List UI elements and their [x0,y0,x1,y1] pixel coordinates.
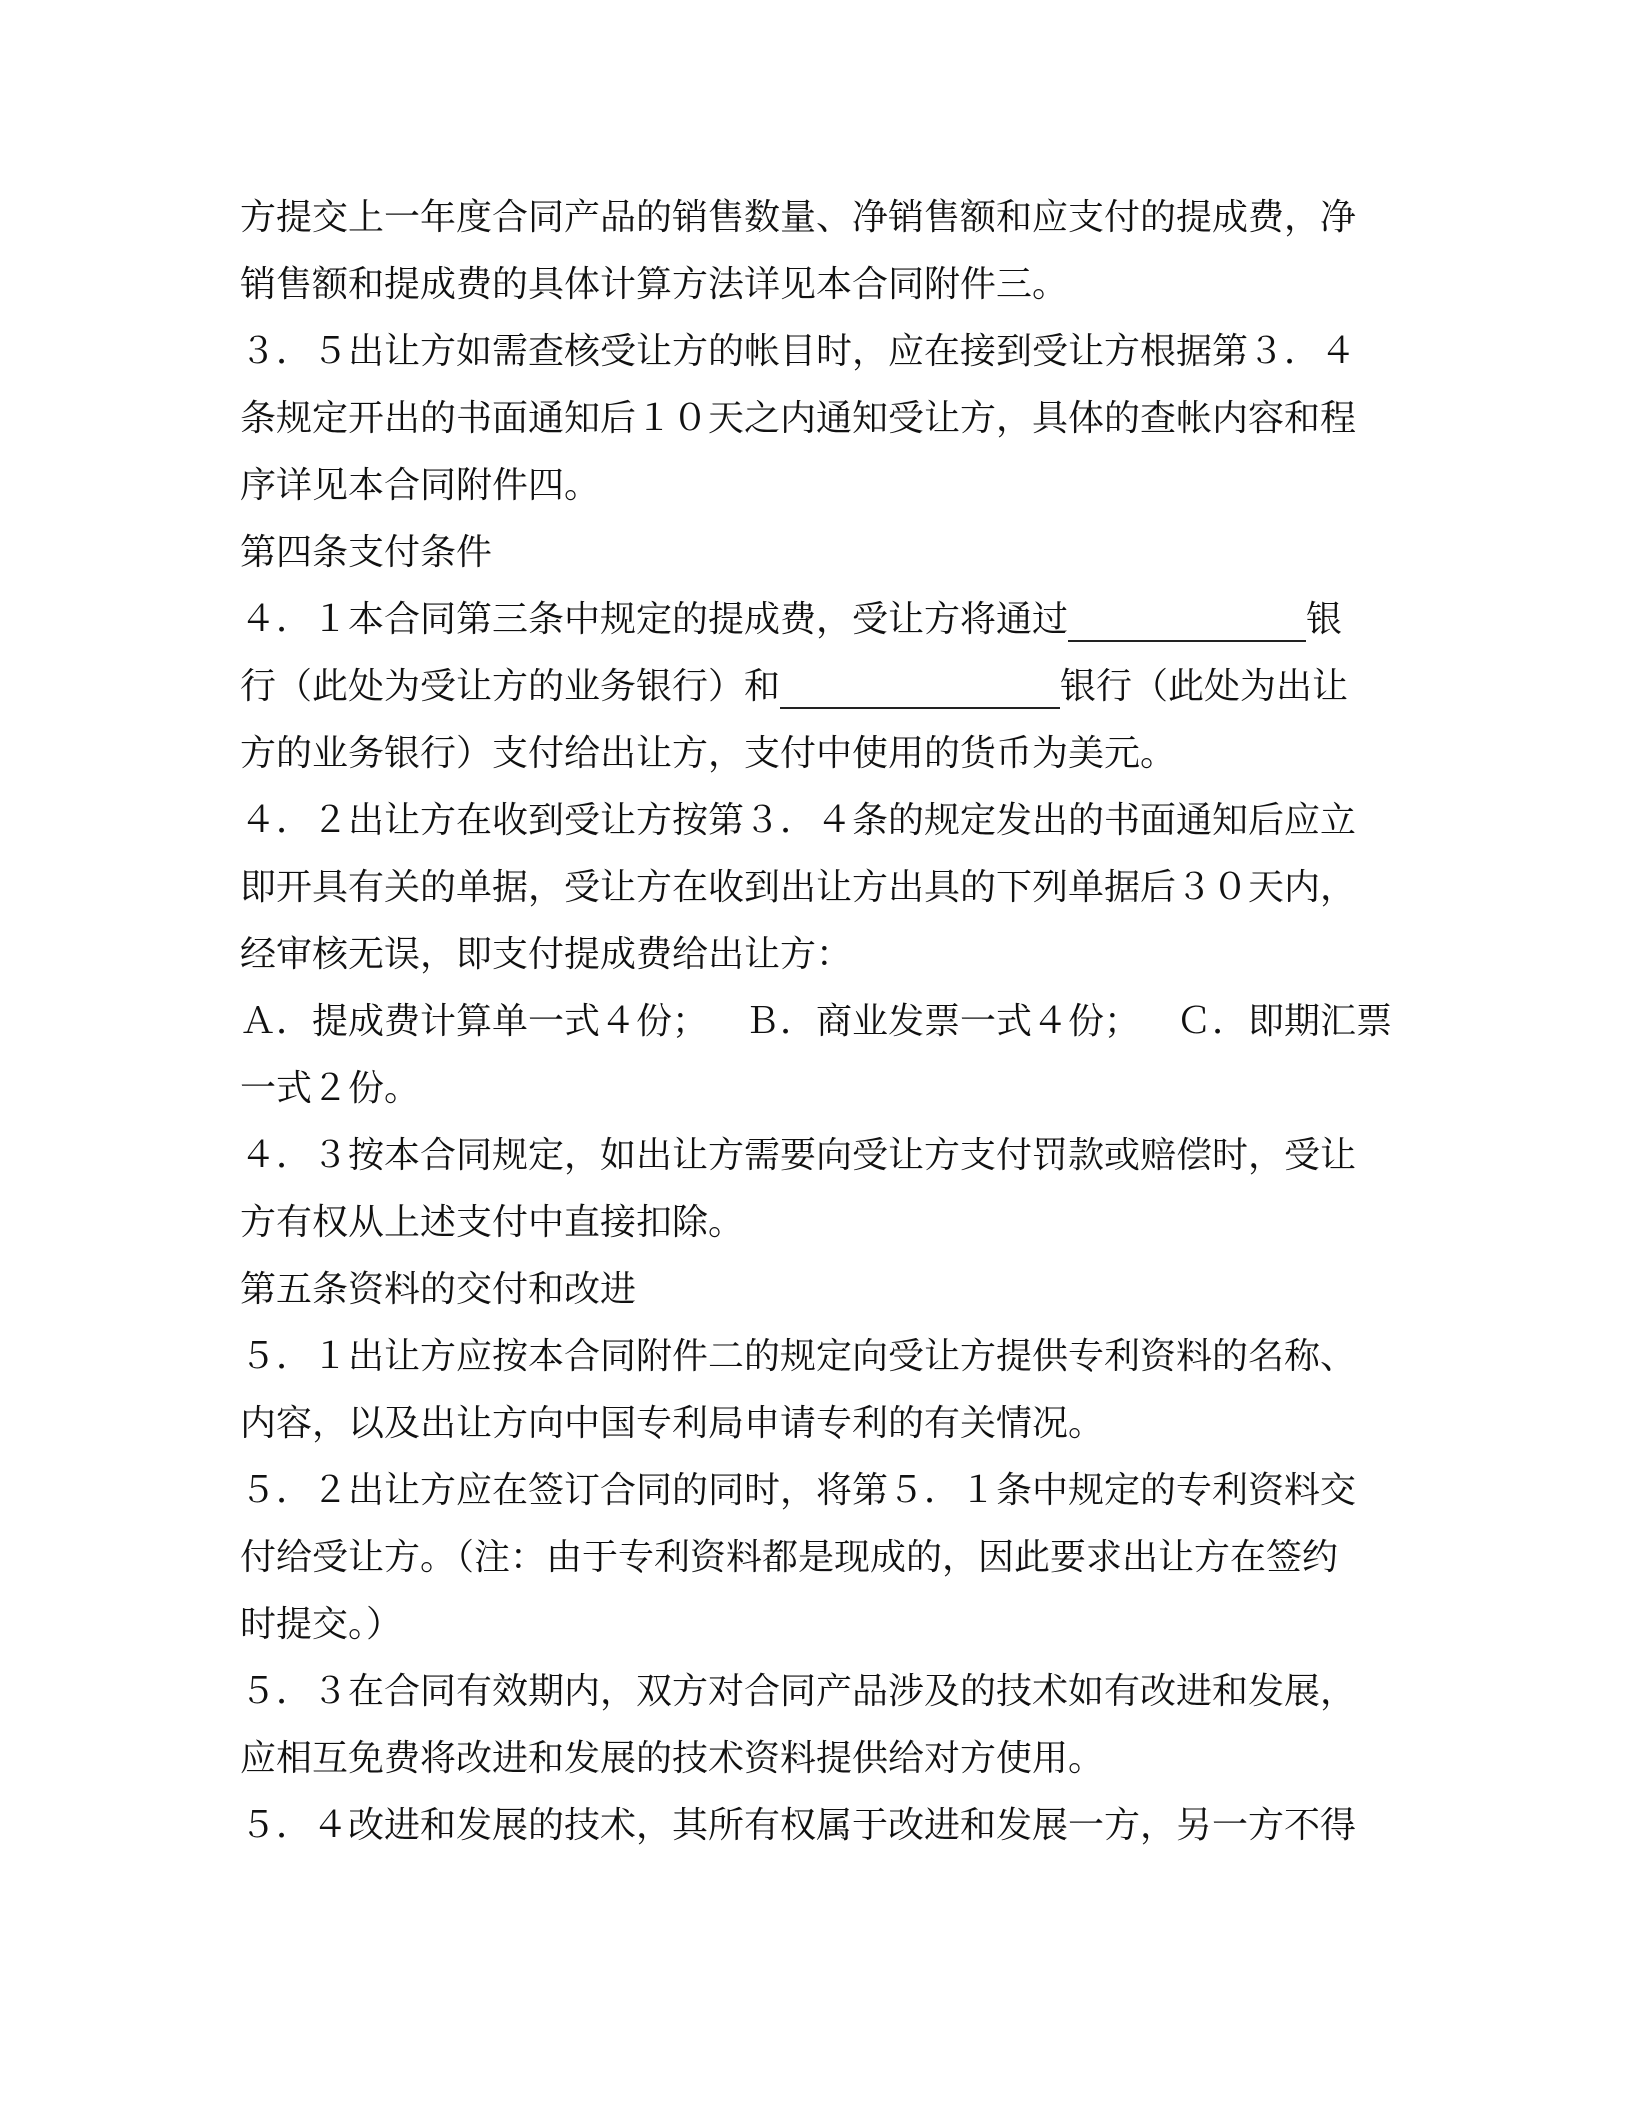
document-list-line [240,1000,1393,1044]
section-heading: 第四条支付条件 [240,532,493,573]
text-line-with-blank [240,598,1390,642]
text-line: 付给受让方。（注：由于专利资料都是现成的，因此要求出让方在签约 [240,1537,1339,1578]
text-line: ５．３在合同有效期内，双方对合同产品涉及的技术如有改进和发展， [240,1671,1357,1712]
text-segment: ４．１本合同第三条中规定的提成费，受让方将通过 [240,599,1069,640]
list-item-c: Ｃ．即期汇票 [1176,1001,1393,1042]
text-line-with-blank [240,665,1390,709]
text-line: 序详见本合同附件四。 [240,465,601,506]
section-heading: 第五条资料的交付和改进 [240,1269,637,1310]
text-line: ４．２出让方在收到受让方按第３．４条的规定发出的书面通知后应立 [240,800,1357,841]
text-line: ５．２出让方应在签订合同的同时，将第５．１条中规定的专利资料交 [240,1470,1357,1511]
text-line: 方的业务银行）支付给出让方，支付中使用的货币为美元。 [240,733,1177,774]
fill-in-blank [780,667,1060,709]
text-line: 应相互免费将改进和发展的技术资料提供给对方使用。 [240,1738,1105,1779]
list-item-b: Ｂ．商业发票一式４份； [744,1001,1141,1042]
text-line: 销售额和提成费的具体计算方法详见本合同附件三。 [240,264,1069,305]
text-segment: 行（此处为受让方的业务银行）和 [240,666,781,707]
fill-in-blank [1068,600,1306,642]
text-line: 经审核无误，即支付提成费给出让方： [240,934,853,975]
list-item-a: Ａ．提成费计算单一式４份； [240,1001,709,1042]
text-line: ４．３按本合同规定，如出让方需要向受让方支付罚款或赔偿时，受让 [240,1135,1357,1176]
text-segment: 银 [1306,599,1343,640]
text-line: 一式２份。 [240,1068,421,1109]
text-line: 时提交。） [240,1604,403,1645]
text-line: 方有权从上述支付中直接扣除。 [240,1202,745,1243]
text-line: ５．４改进和发展的技术，其所有权属于改进和发展一方，另一方不得 [240,1805,1357,1846]
text-line: 即开具有关的单据，受让方在收到出让方出具的下列单据后３０天内， [240,867,1357,908]
text-segment: 银行（此处为出让 [1060,666,1349,707]
text-line: ５．１出让方应按本合同附件二的规定向受让方提供专利资料的名称、 [240,1336,1357,1377]
text-line: 条规定开出的书面通知后１０天之内通知受让方，具体的查帐内容和程 [240,398,1357,439]
text-line: ３．５出让方如需查核受让方的帐目时，应在接到受让方根据第３．４ [240,331,1357,372]
text-line: 内容，以及出让方向中国专利局申请专利的有关情况。 [240,1403,1105,1444]
text-line: 方提交上一年度合同产品的销售数量、净销售额和应支付的提成费，净 [240,197,1357,238]
